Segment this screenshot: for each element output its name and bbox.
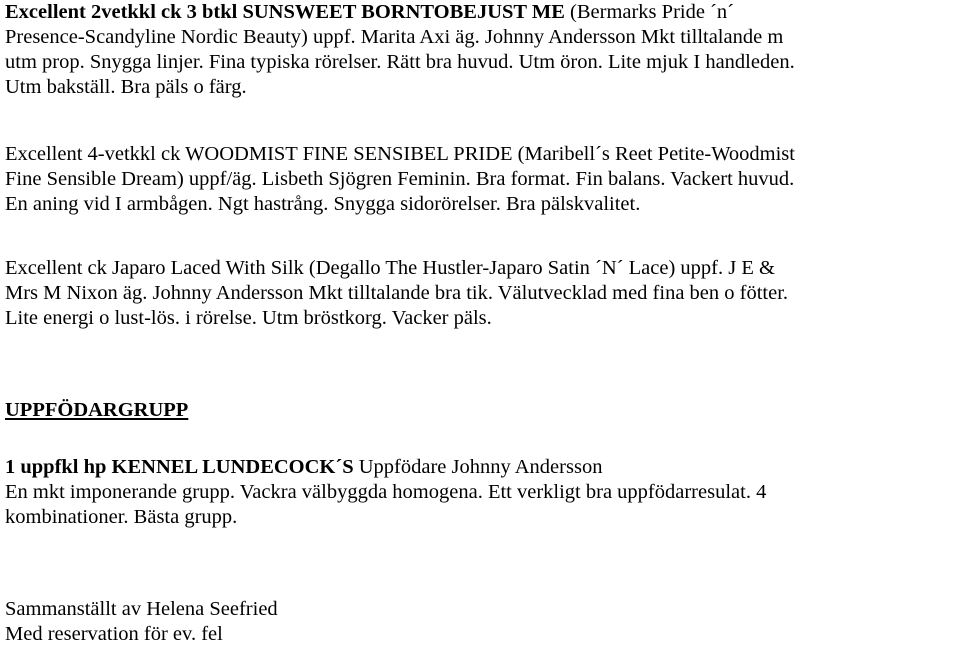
group-line: kombinationer. Bästa grupp. [5,506,238,528]
section-heading-text: UPPFÖDARGRUPP [5,399,189,421]
group-line: En mkt imponerande grupp. Vackra välbyggda homogena. Ett verkligt bra uppfödarresulat. 4 [5,481,767,503]
entry-title: Excellent 2vetkkl ck 3 btkl SUNSWEET BORNTOBEJUST ME [5,1,565,23]
group-breeder: Uppfödare Johnny Andersson [353,456,603,478]
entry-line: Excellent 4-vetkkl ck WOODMIST FINE SENSIBEL PRIDE (Maribell´s Reet Petite-Woodmist [5,143,795,165]
entry-line: Lite energi o lust-lös. i rörelse. Utm bröstkorg. Vacker päls. [5,307,492,329]
entry-line: utm prop. Snygga linjer. Fina typiska rörelser. Rätt bra huvud. Utm öron. Lite mjuk I handleden. [5,51,795,73]
breeder-group [5,455,955,530]
dog-entry-japaro [5,256,955,331]
entry-line: Excellent ck Japaro Laced With Silk (Degallo The Hustler-Japaro Satin ´N´ Lace) uppf. J E & [5,257,775,279]
group-title: 1 uppfkl hp KENNEL LUNDECOCK´S [5,456,354,478]
entry-line: Presence-Scandyline Nordic Beauty) uppf. Marita Axi äg. Johnny Andersson Mkt tilltalande m [5,26,784,48]
entry-line: Utm bakställ. Bra päls o färg. [5,76,247,98]
group-line [5,455,955,480]
entry-text: (Bermarks Pride ´n´ [564,1,734,23]
footer-compiled-by: Sammanställt av Helena Seefried [5,598,278,620]
footer [5,597,955,647]
dog-entry-sunsweet [5,0,955,100]
entry-line: Fine Sensible Dream) uppf/äg. Lisbeth Sjögren Feminin. Bra format. Fin balans. Vackert huvud. [5,168,795,190]
entry-line: Mrs M Nixon äg. Johnny Andersson Mkt tilltalande bra tik. Välutvecklad med fina ben o fötter. [5,282,789,304]
entry-line: En aning vid I armbågen. Ngt hastrång. Snygga sidorörelser. Bra pälskvalitet. [5,193,641,215]
footer-reservation: Med reservation för ev. fel [5,623,223,645]
section-heading [5,398,955,423]
dog-entry-woodmist [5,142,955,217]
entry-line [5,0,955,25]
